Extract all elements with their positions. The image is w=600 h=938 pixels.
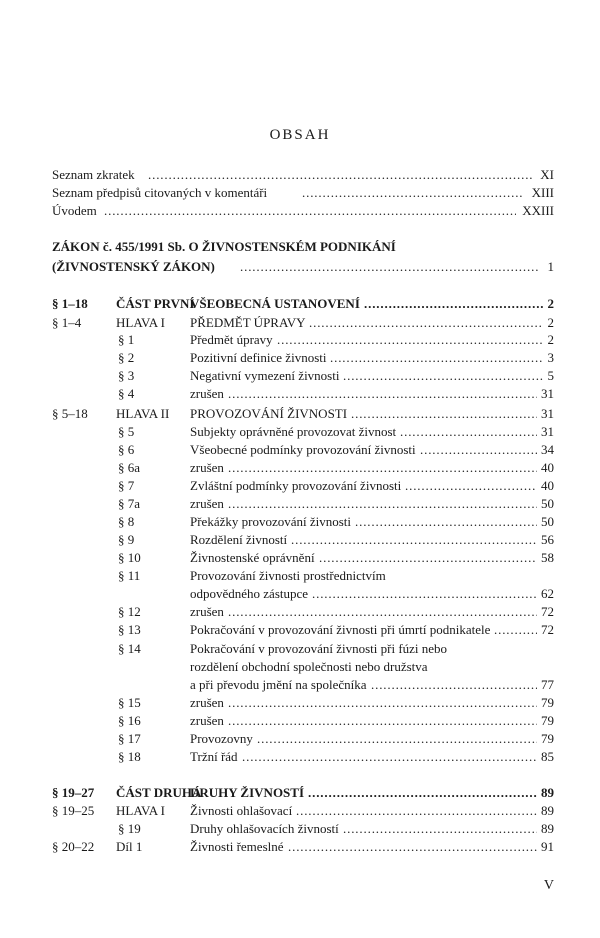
toc-entry [0, 585, 600, 603]
page-number: 79 [541, 713, 554, 728]
dot-leader [371, 676, 537, 694]
entry-text: zrušen [190, 460, 224, 475]
dot-leader [420, 441, 537, 459]
toc-entry [0, 730, 600, 748]
entry-text: Druhy ohlašovacích živností [190, 821, 339, 836]
dot-leader [302, 184, 524, 202]
page-number: 91 [541, 839, 554, 854]
entry-text: Seznam zkratek [52, 167, 135, 182]
entry-text: Rozdělení živností [190, 532, 288, 547]
page-title: OBSAH [269, 127, 331, 143]
toc-entry [0, 349, 600, 367]
toc-entry [0, 367, 600, 385]
entry-text: Úvodem [52, 203, 97, 218]
section-range: § 19–25 [52, 803, 95, 818]
entry-text: odpovědného zástupce [190, 586, 309, 601]
entry-text: VŠEOBECNÁ USTANOVENÍ [190, 296, 360, 311]
dot-leader [228, 385, 537, 403]
part-label: HLAVA I [116, 803, 166, 818]
toc-entry [0, 477, 600, 495]
page-number: 3 [547, 350, 554, 365]
dot-leader [228, 694, 537, 712]
part-label: Díl 1 [116, 839, 143, 854]
page-number: 58 [541, 550, 554, 565]
toc-entry [0, 748, 600, 766]
dot-leader [228, 495, 537, 513]
page-number: 85 [541, 749, 554, 764]
entry-text: zrušen [190, 386, 224, 401]
dot-leader [319, 549, 537, 567]
paragraph-number: § 10 [118, 550, 141, 565]
page-number: 40 [541, 460, 554, 475]
paragraph-number: § 9 [118, 532, 135, 547]
part-label: ČÁST PRVNÍ [116, 296, 195, 311]
toc-entry [0, 331, 600, 349]
page-number: XIII [531, 185, 554, 200]
dot-leader [291, 531, 537, 549]
paragraph-number: § 16 [118, 713, 141, 728]
page-number: 50 [541, 514, 554, 529]
dot-leader [104, 202, 516, 220]
dot-leader [355, 513, 537, 531]
page-number: 1 [547, 259, 554, 274]
dot-leader [228, 712, 537, 730]
page-number: 2 [547, 315, 554, 330]
page-number: 50 [541, 496, 554, 511]
page-number: 56 [541, 532, 554, 547]
page-number: 31 [541, 406, 554, 421]
paragraph-number: § 14 [118, 641, 141, 656]
section-range: § 20–22 [52, 839, 95, 854]
page-number: XI [540, 167, 554, 182]
paragraph-number: § 19 [118, 821, 141, 836]
entry-text: Živnosti řemeslné [190, 839, 284, 854]
part-label: ČÁST DRUHÁ [116, 785, 202, 800]
paragraph-number: § 12 [118, 604, 141, 619]
part-label: HLAVA II [116, 406, 170, 421]
law-title: ZÁKON č. 455/1991 Sb. O ŽIVNOSTENSKÉM PODNIKÁNÍ [52, 239, 396, 254]
page-number: 2 [547, 332, 554, 347]
toc-entry [0, 385, 600, 403]
toc-entry [0, 802, 600, 820]
paragraph-number: § 7a [118, 496, 141, 511]
toc-entry [0, 838, 600, 856]
toc-entry [0, 495, 600, 513]
dot-leader [277, 331, 543, 349]
paragraph-number: § 15 [118, 695, 141, 710]
dot-leader [364, 295, 543, 313]
dot-leader [330, 349, 543, 367]
entry-text: zrušen [190, 496, 224, 511]
paragraph-number: § 6 [118, 442, 135, 457]
paragraph-number: § 11 [118, 568, 141, 583]
page-footer-number: V [543, 878, 554, 893]
paragraph-number: § 8 [118, 514, 135, 529]
section-range: § 5–18 [52, 406, 88, 421]
dot-leader [312, 585, 537, 603]
paragraph-number: § 4 [118, 386, 135, 401]
toc-entry [0, 441, 600, 459]
dot-leader [400, 423, 537, 441]
paragraph-number: § 18 [118, 749, 141, 764]
page-number: 31 [541, 386, 554, 401]
page-number: 34 [541, 442, 554, 457]
dot-leader [351, 405, 537, 423]
section-range: § 1–18 [52, 296, 88, 311]
entry-text: Všeobecné podmínky provozování živnosti [190, 442, 416, 457]
entry-text: zrušen [190, 695, 224, 710]
page-number: 79 [541, 731, 554, 746]
entry-text: zrušen [190, 713, 224, 728]
page-number: 31 [541, 424, 554, 439]
paragraph-number: § 6a [118, 460, 141, 475]
paragraph-number: § 17 [118, 731, 141, 746]
toc-entry [0, 258, 600, 276]
paragraph-number: § 7 [118, 478, 135, 493]
toc-entry [0, 314, 600, 332]
dot-leader [405, 477, 537, 495]
toc-entry [0, 531, 600, 549]
paragraph-number: § 5 [118, 424, 135, 439]
page-number: 89 [541, 785, 554, 800]
page-number: 2 [547, 296, 554, 311]
dot-leader [148, 166, 532, 184]
law-subtitle: (ŽIVNOSTENSKÝ ZÁKON) [52, 259, 215, 274]
toc-entry [0, 820, 600, 838]
entry-text: Pokračování v provozování živnosti při úmrtí podnikatele [190, 622, 491, 637]
toc-entry [0, 405, 600, 423]
entry-text: rozdělení obchodní společnosti nebo družstva [190, 659, 428, 674]
part-label: HLAVA I [116, 315, 166, 330]
paragraph-number: § 3 [118, 368, 135, 383]
dot-leader [228, 459, 537, 477]
paragraph-number: § 2 [118, 350, 135, 365]
entry-text: Provozovny [190, 731, 253, 746]
section-range: § 19–27 [52, 785, 95, 800]
page-number: 5 [547, 368, 554, 383]
page-number: 89 [541, 821, 554, 836]
dot-leader [494, 621, 537, 639]
entry-text: Negativní vymezení živnosti [190, 368, 340, 383]
toc-entry [0, 423, 600, 441]
toc-entry [0, 712, 600, 730]
page-number: 62 [541, 586, 554, 601]
entry-text: PROVOZOVÁNÍ ŽIVNOSTI [190, 406, 348, 421]
toc-entry [0, 694, 600, 712]
dot-leader [240, 258, 538, 276]
page-number: 89 [541, 803, 554, 818]
entry-text: Zvláštní podmínky provozování živnosti [190, 478, 402, 493]
law-heading [0, 238, 600, 256]
entry-text: Živnosti ohlašovací [190, 803, 293, 818]
toc-entry [0, 621, 600, 639]
entry-text: Živnostenské oprávnění [190, 550, 315, 565]
paragraph-number: § 1 [118, 332, 135, 347]
dot-leader [228, 603, 537, 621]
page-number: XXIII [522, 203, 554, 218]
entry-text: Subjekty oprávněné provozovat živnost [190, 424, 397, 439]
toc-entry [0, 166, 600, 184]
entry-text: a při převodu jmění na společníka [190, 677, 367, 692]
page-number: 72 [541, 604, 554, 619]
toc-entry [0, 459, 600, 477]
dot-leader [288, 838, 537, 856]
toc-entry [0, 658, 600, 676]
entry-text: Pokračování v provozování živnosti při fúzi nebo [190, 641, 448, 656]
dot-leader [242, 748, 537, 766]
paragraph-number: § 13 [118, 622, 141, 637]
dot-leader [309, 314, 543, 332]
toc-entry [0, 549, 600, 567]
toc-entry [0, 603, 600, 621]
dot-leader [343, 820, 537, 838]
entry-text: Seznam předpisů citovaných v komentáři [52, 185, 268, 200]
page-number: 40 [541, 478, 554, 493]
toc-entry [0, 184, 600, 202]
dot-leader [308, 784, 537, 802]
page-number: 77 [541, 677, 554, 692]
section-range: § 1–4 [52, 315, 82, 330]
entry-text: zrušen [190, 604, 224, 619]
toc-entry [0, 784, 600, 802]
page-number: 79 [541, 695, 554, 710]
dot-leader [343, 367, 543, 385]
entry-text: PŘEDMĚT ÚPRAVY [190, 315, 306, 330]
toc-entry [0, 202, 600, 220]
page-number: 72 [541, 622, 554, 637]
toc-entry [0, 640, 600, 658]
entry-text: Předmět úpravy [190, 332, 273, 347]
entry-text: Provozování živnosti prostřednictvím [190, 568, 386, 583]
entry-text: Překážky provozování živnosti [190, 514, 352, 529]
entry-text: DRUHY ŽIVNOSTÍ [190, 785, 305, 800]
toc-entry [0, 676, 600, 694]
dot-leader [296, 802, 537, 820]
dot-leader [257, 730, 537, 748]
entry-text: Pozitivní definice živnosti [190, 350, 327, 365]
entry-text: Tržní řád [190, 749, 238, 764]
toc-entry [0, 295, 600, 313]
toc-entry [0, 513, 600, 531]
toc-entry [0, 567, 600, 585]
